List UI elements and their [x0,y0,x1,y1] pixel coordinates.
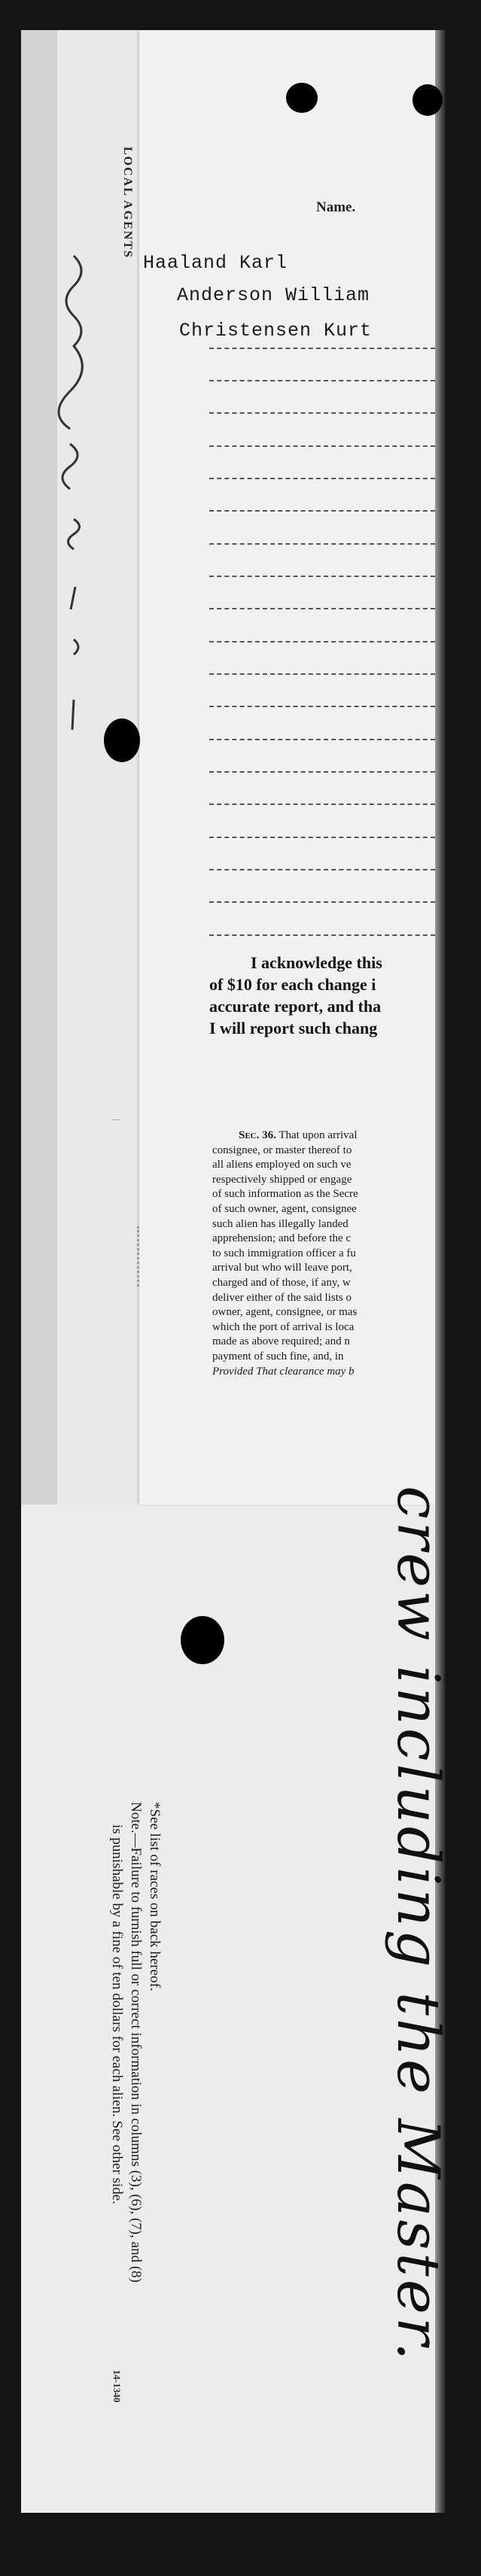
blank-row-rule [209,641,435,642]
faint-mark: / [108,1116,122,1124]
blank-row-rule [209,543,435,545]
blank-row-rule [209,380,435,381]
blank-row-rule [209,706,435,707]
law-line: Sec. 36. That upon arrival [239,1129,358,1141]
law-line: apprehension; and before the c [212,1232,352,1245]
blank-row-rule [209,576,435,577]
acknowledgment-line: I acknowledge this [251,953,382,972]
punch-hole [104,718,140,762]
law-line: deliver either of the said lists o [212,1291,352,1304]
acknowledgment-line: of $10 for each change i [209,975,376,994]
name-column-header: Name. [316,199,356,215]
punch-hole [181,1616,224,1664]
law-line: charged and of those, if any, w [212,1276,351,1289]
footnote-line: *See list of races on back hereof. [147,1802,163,1991]
punch-hole [413,84,443,116]
law-line: such alien has illegally landed [212,1217,349,1230]
blank-row-rule [209,934,435,936]
blank-row-rule [209,803,435,805]
law-line: to such immigration officer a fu [212,1247,356,1259]
law-line: respectively shipped or engage [212,1173,352,1186]
blank-row-rule [209,901,435,903]
law-line: consignee, or master thereof to [212,1144,352,1156]
section-36-text [212,1129,438,1379]
faint-mark [137,1226,145,1286]
blank-row-rule [209,673,435,675]
law-line: Provided That clearance may b [212,1365,355,1378]
blank-row-rule [209,478,435,479]
section-label: Sec. 36. [239,1129,276,1141]
acknowledgment-line: I will report such chang [209,1019,378,1037]
blank-row-rule [209,510,435,512]
passenger-name: Haaland Karl [143,252,288,274]
footnote-line: Note.—Failure to furnish full or correct information in columns (3), (6), (7), and (8) [128,1802,144,2283]
law-line: of such information as the Secre [212,1188,358,1201]
acknowledgment-line: accurate report, and tha [209,997,382,1016]
law-line: payment of such fine, and, in [212,1350,344,1362]
law-line: owner, agent, consignee, or mas [212,1306,358,1319]
paper-lower-section [21,1505,443,2513]
blank-row-rule [209,739,435,740]
passenger-name: Christensen Kurt [179,320,373,342]
law-line: arrival but who will leave port, [212,1262,352,1274]
punch-hole [286,83,318,113]
handwritten-note: crew including the Master. [384,1486,452,2364]
law-line: of such owner, agent, consignee [212,1202,357,1215]
agents-handwriting-scribble [51,248,96,775]
passenger-name: Anderson William [177,284,370,306]
blank-row-rule [209,837,435,838]
acknowledgment-text [209,952,443,1039]
blank-row-rule [209,445,435,447]
blank-row-rule [209,771,435,773]
blank-row-rule [209,608,435,609]
footnote-line: is punishable by a fine of ten dollars for each alien. See other side. [109,1824,125,2204]
law-line: all aliens employed on such ve [212,1159,352,1171]
form-code: 14-1340 [111,2370,123,2403]
law-line: which the port of arrival is loca [212,1320,355,1333]
local-agents-label: LOCAL AGENTS [121,147,134,259]
law-line: made as above required; and n [212,1335,350,1348]
blank-row-rule [209,412,435,414]
footnotes [108,1802,164,2283]
blank-row-rule [209,348,435,349]
blank-row-rule [209,869,435,870]
